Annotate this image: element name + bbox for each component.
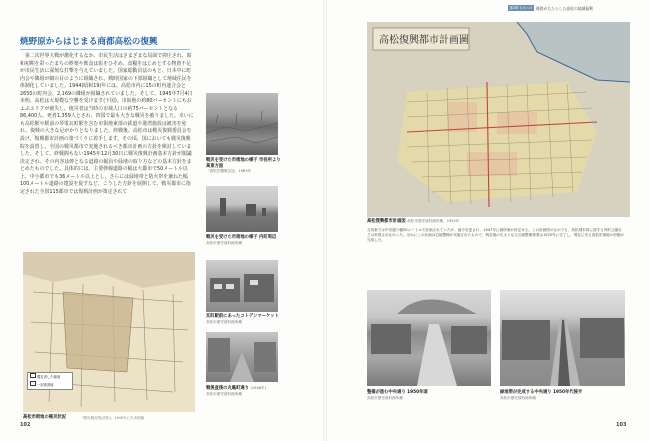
map-legend: 罹災者した地域 一部被害地 [27,372,73,390]
photo-caption: 緑地帯が完成する中央通り 1950年代後半 高松市歴史資料館所蔵 [500,390,583,400]
photo-texture [206,260,278,312]
photo-texture [367,290,491,386]
photo-caption: 戦災を受けた市街地の様子 市役所より高東方面 「高松空襲戦災誌」1983年 [206,158,281,173]
plan-map-description: 当初案では中央通り幅50メートルで計画されていたが、縮小変更され、1947年に最終案が決定せる。この計画図のなかでも、高松城本郭に面する内町公園などは実現されなかった。ほかにこの計画は宅地整理が実施されたもので、戦災後の広大となる区画整理事業は1970年に完了し、現在に至る高松市街地の形態が完成した。 [367,228,625,243]
section-title: 焼野原からはじまる商都高松の復興 [20,37,158,47]
photo-kotoden-market [206,260,278,312]
photo-caption: 戦後直後の丸亀町通り (1948年) 高松市歴史資料館所蔵 [206,386,267,396]
photo-caption: 瓦町駅前にあったコトデンマーケット 高松市歴史資料館所蔵 [206,314,279,324]
legend-swatch [30,373,36,378]
body-text [20,53,194,196]
photo-caption: 整備が進む中央通り 1950年頃 高松市歴史資料館所蔵 [367,390,428,400]
body-paragraph: 第二次世界大戦が激化するなか、市民生活はさまざまな局面で抑圧され、昭和初期を彩ったまちの娯楽や飲食は影をひそめ、食糧をはじめとする物資不足が市民生活に深刻な打撃を与えていました。国家総動員法のもと、日本中に町内会や隣組が網の目のように組織され、戦時国家の下部組織として地域住民を体制化していました。1944(昭和19)年には、高松市内に15の町内連合会と2650の町内会、2,169の隣組が組織されていました。そして、1945年7月4日未明、高松は大規模な空襲を受けます(下図)。市街地の約80パーセントにもおよぶエリアが焼失し、焼災者は当時の市域人口の約75パーセントとなる86,400人、死者1,359人とされ、四国で最も大きな戦災を被りました。幸いにも高松駅や駅前の琴電瓦町駅を含む市街地東部の鉄道や港湾施設は被害を免れ、復興の大きな足がかりとなりました。終戦後、高松市は戦災復興委員会を設け、復興都市計画の策づくりに着手します。その頃、国においても戦災復興院を設置し、全国の戦災都市で実施されるべき都市計画の方針を検討していました。そして、終戦間もない1945年12月30日に戦災復興計画基本方針が閣議決定され、その内容は幹となる道路の幅員や緑地の取り方などの基本方針をまとめたものでした。具体的には、主要幹線道路の幅は大都市で50メートル以上、中小都市でも36メートル以上とし、さらには緑地帯と防火帯を兼ねた幅100メートル道路の建設を促すなど、こうした方針を展開して、戦災都市に指定された全国115都市では復興計画が策定されて [20,53,194,195]
photo-texture [206,186,278,232]
damage-map-caption: 高松市街地の罹災状況 [23,415,66,420]
photo-texture [500,290,625,386]
photo-texture [206,93,278,155]
plan-map-caption: 高松復興都市計画図 高松市歴史資料館所蔵、1952年 [367,219,460,224]
title-underline [20,49,190,50]
reconstruction-plan-map [367,22,630,217]
photo-bombed-city [206,93,278,155]
page-number-right: 103 [616,422,627,428]
photo-texture [206,332,278,382]
photo-chuo-dori-1950 [367,290,491,386]
plan-map-title: 高松復興都市計画圖 [379,35,469,46]
photo-naimachi-ruins [206,186,278,232]
photo-marugamemachi [206,332,278,382]
chapter-badge: 第2章 ちかっけ [509,6,533,10]
plan-map-drawing [367,22,630,217]
legend-swatch [30,381,36,386]
running-header: 篠鉄がもたらした高松の地域振興 [536,6,593,11]
photo-caption: 戦災を受けた市街地の様子 内町周辺 高松市歴史資料館所蔵 [206,235,277,245]
damage-map-source: 「戦災概況図(高松)」1945年に久米恒隆 [80,416,145,420]
photo-chuo-dori-greenbelt [500,290,625,386]
page-number-left: 102 [20,422,31,428]
